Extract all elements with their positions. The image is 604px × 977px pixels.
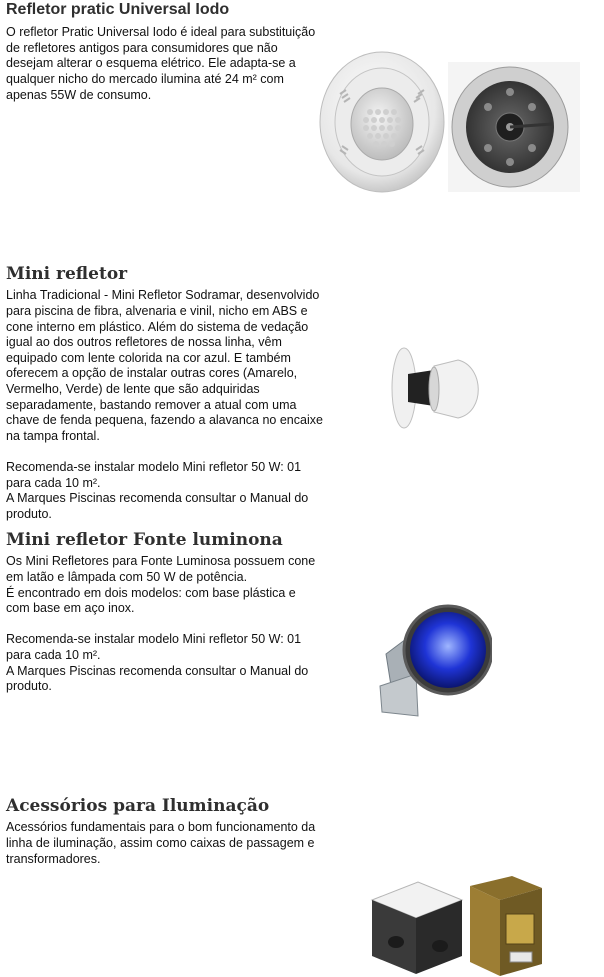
pratic-universal-reflector-front-image	[318, 50, 446, 196]
section-title: Mini refletor Fonte luminona	[6, 530, 283, 550]
section-title: Acessórios para Iluminação	[6, 796, 270, 816]
reflector-back-drawing	[448, 62, 580, 192]
mini-reflector-image	[386, 344, 492, 434]
section-mini-refletor	[6, 264, 342, 522]
section-description: Os Mini Refletores para Fonte Luminosa possuem cone em latão e lâmpada com 50 W de potência. É encontrado em dois modelos: com base plástica e com base em aço inox. Recomenda-se instalar modelo Mini refletor 50 W: 01 para cada 10 m². A Marques Piscinas recomenda consultar o Manual do produto.	[6, 554, 316, 694]
accessories-drawing	[366, 872, 550, 977]
section-description: Linha Tradicional - Mini Refletor Sodramar, desenvolvido para piscina de fibra, alvenaria e vinil, nicho em ABS e cone interno em plástico. Além do sistema de vedação igual ao dos outros refletores de nossa linha, vêm equipado com lente colorida na cor azul. E também oferecem a opção de instalar outras cores (Amarelo, Vermelho, Verde) de lente que são adquiridas separadamente, bastando remover a atual com uma chave de fenda pequena, fazendo a alavanca no encaixe na tampa frontal. Recomenda-se instalar modelo Mini refletor 50 W: 01 para cada 10 m². A Marques Piscinas recomenda consultar o Manual do produto.	[6, 288, 323, 521]
section-description: Acessórios fundamentais para o bom funcionamento da linha de iluminação, assim como caixas de passagem e transformadores.	[6, 820, 316, 866]
fountain-mini-reflector-image	[370, 600, 492, 720]
section-title: Mini refletor	[6, 264, 128, 284]
pratic-universal-reflector-back-image	[448, 62, 580, 192]
lighting-accessories-image	[366, 872, 550, 977]
fountain-reflector-drawing	[370, 600, 492, 720]
section-pratic-universal	[6, 0, 342, 103]
section-mini-refletor-fonte	[6, 530, 342, 695]
section-description: O refletor Pratic Universal Iodo é ideal para substituição de refletores antigos para consumidores que não desejam alterar o esquema elétrico. Ele adapta-se a qualquer nicho do mercado ilumina até 24 m² com apenas 55W de consumo.	[6, 25, 316, 102]
section-acessorios	[6, 796, 342, 867]
reflector-front-drawing	[318, 50, 446, 196]
mini-reflector-drawing	[386, 344, 492, 434]
section-title: Refletor pratic Universal Iodo	[6, 1, 230, 18]
